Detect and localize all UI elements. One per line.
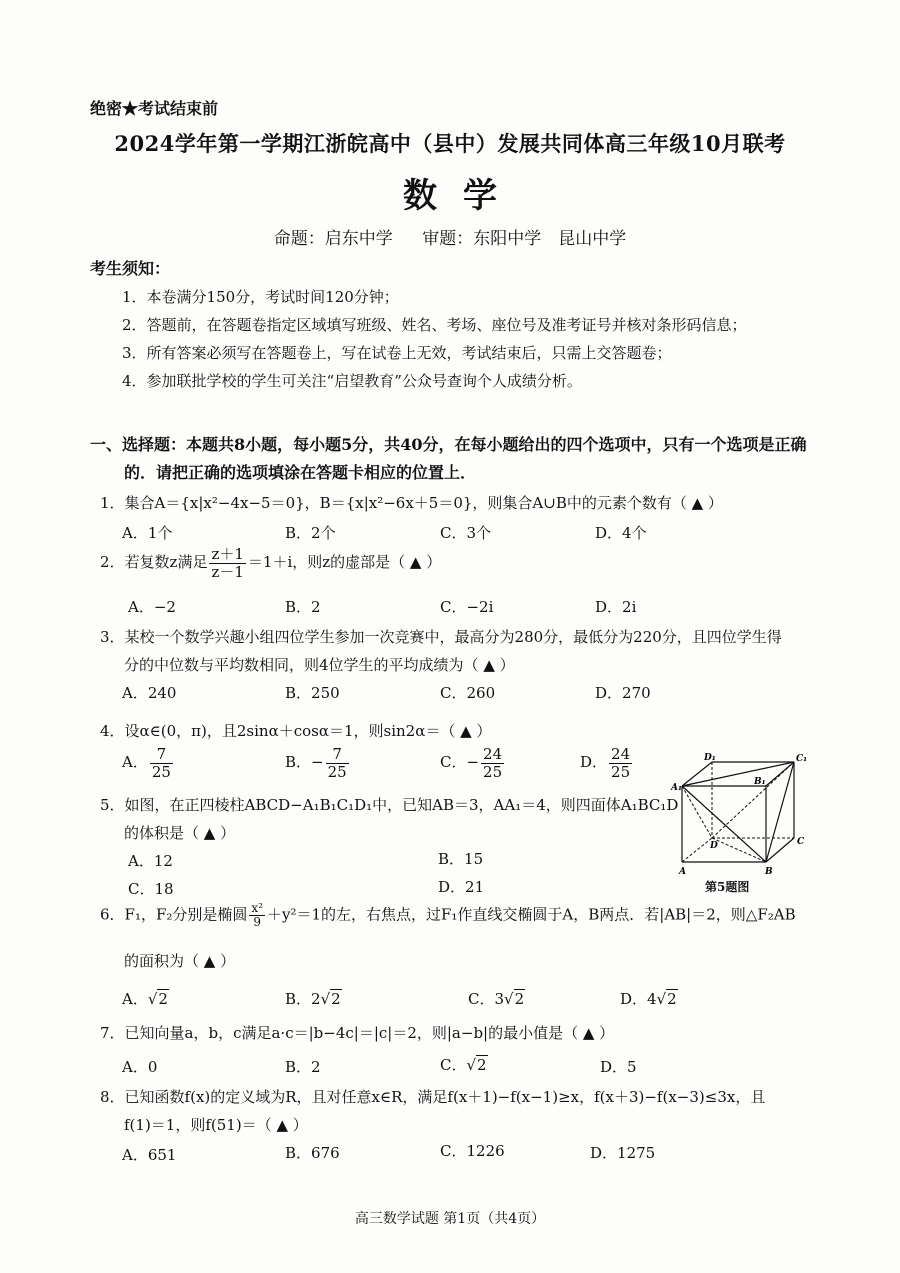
denominator: 25: [151, 762, 171, 781]
denominator: 25: [327, 762, 347, 781]
radicand: 2: [667, 990, 677, 1008]
numerator: 7: [150, 746, 173, 764]
diag-c1-b: [766, 762, 794, 862]
option-d: D．270: [595, 684, 651, 702]
question-6: [100, 902, 796, 929]
option-fraction: [326, 746, 349, 780]
option-c: C．√2: [440, 1056, 487, 1074]
q6-prefix: 6．F₁，F₂分别是椭圆: [100, 905, 248, 924]
subject-title: 数学: [403, 176, 523, 216]
option-c: C．−2i: [440, 598, 494, 616]
reviewer: 审题：东阳中学 昆山中学: [422, 229, 627, 249]
coefficient: 3: [494, 990, 505, 1008]
option-d: D．5: [600, 1058, 637, 1076]
coefficient: 2: [311, 990, 321, 1008]
label-b: B: [765, 867, 773, 877]
radicand: 2: [477, 1056, 487, 1074]
proposer: 命题：启东中学: [273, 229, 393, 249]
figure-caption: 第5题图: [705, 880, 750, 894]
option-fraction: [150, 746, 173, 780]
question-5: 5．如图，在正四棱柱ABCD−A₁B₁C₁D₁中，已知AB＝3，AA₁＝4，则四面体A₁BC₁D: [100, 796, 679, 814]
label-c1: C₁: [796, 754, 808, 764]
option-label: A．: [122, 753, 148, 771]
question-3-cont: 分的中位数与平均数相同，则4位学生的平均成绩为（ ▲ ）: [124, 656, 515, 674]
numerator: 24: [483, 745, 503, 763]
q2-fraction: [209, 546, 245, 580]
option-fraction: [609, 746, 632, 780]
authors-line: [0, 224, 900, 249]
option-b: B．2个: [285, 524, 336, 542]
option-a: A．12: [128, 852, 173, 870]
option-c: C．18: [128, 880, 174, 898]
exam-title: 2024学年第一学期江浙皖高中（县中）发展共同体高三年级10月联考: [114, 131, 786, 156]
option-a: A．0: [122, 1058, 158, 1076]
notice-item: 4．参加联批学校的学生可关注“启望教育”公众号查询个人成绩分析。: [122, 372, 582, 390]
radicand: 2: [158, 990, 168, 1008]
option-a: A．√2: [122, 990, 168, 1008]
option-d: D．4个: [595, 524, 647, 542]
option-label: C．−: [440, 753, 480, 771]
question-1: 1．集合A＝{x|x²−4x−5＝0}，B＝{x|x²−6x＋5＝0}，则集合A∪B中的元素个数有（ ▲ ）: [100, 494, 723, 512]
notice-item: 3．所有答案必须写在答题卷上，写在试卷上无效，考试结束后，只需上交答题卷；: [122, 344, 672, 362]
radicand: 2: [514, 990, 525, 1008]
confidential-mark: 绝密★考试结束前: [90, 99, 219, 118]
option-b: B．250: [285, 684, 340, 702]
section-heading-cont: 的．请把正确的选项填涂在答题卡相应的位置上．: [124, 463, 477, 482]
option-fraction: [481, 746, 504, 780]
notice-item: 1．本卷满分150分，考试时间120分钟；: [122, 288, 399, 306]
option-b: B．2: [285, 598, 321, 616]
option-c: C．1226: [440, 1142, 505, 1160]
question-7: 7．已知向量a，b，c满足a·c＝|b−4c|＝|c|＝2，则|a−b|的最小值是（ ▲ ）: [100, 1024, 615, 1042]
notice-item: 2．答题前，在答题卷指定区域填写班级、姓名、考场、座位号及准考证号并核对条形码信息；: [122, 316, 747, 334]
label-a1: A₁: [671, 783, 682, 793]
notice-title: 考生须知：: [90, 259, 171, 278]
option-label: D．: [620, 990, 648, 1008]
option-d: [580, 746, 634, 780]
option-b: B．676: [285, 1144, 340, 1162]
option-a: A．−2: [128, 598, 176, 616]
option-b: B．2: [285, 1058, 321, 1076]
diag-d-c1: [712, 762, 794, 838]
q2-denominator: z－1: [211, 562, 244, 581]
q2-prefix: 2．若复数z满足: [100, 553, 208, 571]
label-b1: B₁: [754, 777, 766, 787]
diag-d-b: [712, 838, 766, 862]
question-3: 3．某校一个数学兴趣小组四位学生参加一次竞赛中，最高分为280分，最低分为220分，且四位学生得: [100, 628, 782, 646]
option-c: C．260: [440, 684, 496, 702]
question-8-cont: f(1)＝1，则f(51)＝（ ▲ ）: [124, 1116, 308, 1134]
question-6-cont: 的面积为（ ▲ ）: [124, 952, 236, 970]
question-8: 8．已知函数f(x)的定义域为R，且对任意x∈R，满足f(x＋1)−f(x−1)≥x，f(x＋3)−f(x−3)≤3x，且: [100, 1088, 766, 1106]
numerator: 24: [611, 745, 631, 763]
q6-numerator: x²: [251, 901, 263, 915]
q2-numerator: z＋1: [211, 545, 244, 563]
denominator: 25: [611, 762, 631, 781]
label-d1: D₁: [704, 753, 716, 763]
option-d: D．4√2: [620, 990, 677, 1008]
option-a: A．1个: [122, 524, 173, 542]
option-d: D．1275: [590, 1144, 656, 1162]
option-b: B．15: [438, 850, 484, 868]
option-c: C．3√2: [468, 990, 525, 1008]
diag-a1-c1: [682, 762, 794, 786]
option-label: C．: [468, 990, 495, 1008]
question-2: [100, 546, 441, 580]
option-label: D．: [580, 753, 608, 771]
prism-figure: [670, 752, 810, 878]
coefficient: 4: [647, 990, 657, 1008]
label-d: D: [710, 841, 718, 851]
edge-b-c: [766, 838, 794, 862]
section-heading: 一、选择题：本题共8小题，每小题5分，共40分，在每小题给出的四个选项中，只有一个选项是正确: [90, 435, 807, 454]
diag-a1-d: [682, 786, 712, 838]
page-footer: 高三数学试题 第1页（共4页）: [354, 1211, 546, 1227]
q6-denominator: 9: [253, 915, 261, 930]
q6-fraction: [249, 902, 265, 929]
diag-a1-b: [682, 786, 766, 862]
option-a: A．240: [122, 684, 177, 702]
option-label: C．: [440, 1056, 467, 1074]
q2-suffix: ＝1＋i，则z的虚部是（ ▲ ）: [247, 553, 442, 571]
option-c: C．3个: [440, 524, 492, 542]
q6-suffix: ＋y²＝1的左，右焦点，过F₁作直线交椭圆于A，B两点．若|AB|＝2，则△F₂AB: [266, 905, 796, 924]
question-4: 4．设α∈(0，π)，且2sinα＋cosα＝1，则sin2α＝（ ▲ ）: [100, 722, 492, 740]
option-label: B．−: [285, 753, 324, 771]
edge-a-d: [682, 838, 712, 862]
option-b: B．2√2: [285, 990, 341, 1008]
denominator: 25: [483, 762, 503, 781]
question-5-cont: 的体积是（ ▲ ）: [124, 824, 236, 842]
option-d: D．2i: [595, 598, 637, 616]
option-a: [122, 746, 175, 780]
option-c: [440, 746, 506, 780]
radicand: 2: [331, 990, 341, 1008]
option-label: A．: [122, 990, 148, 1008]
label-a: A: [679, 867, 686, 877]
numerator: 7: [326, 746, 349, 764]
label-c: C: [797, 837, 805, 847]
option-d: D．21: [438, 878, 485, 896]
option-label: B．: [285, 990, 312, 1008]
option-a: A．651: [122, 1146, 177, 1164]
option-b: [285, 746, 351, 780]
